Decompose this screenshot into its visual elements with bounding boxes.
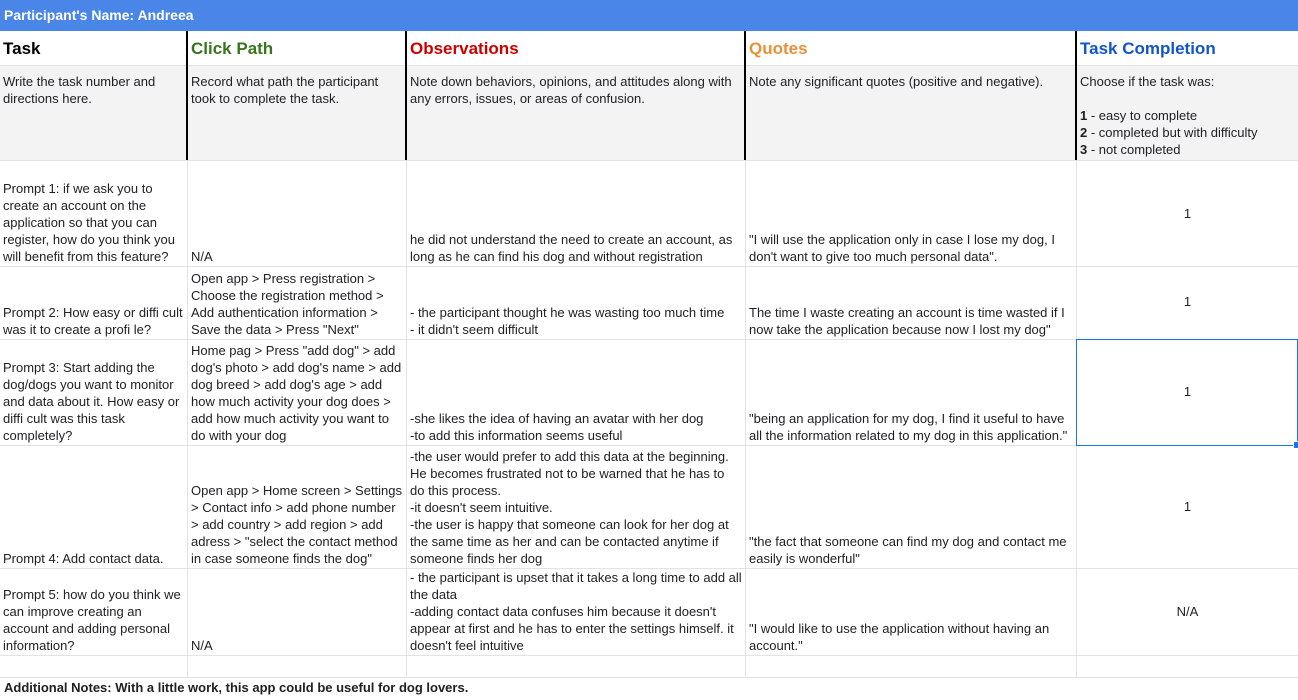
- instruction-observations[interactable]: [407, 66, 744, 160]
- instruction-task[interactable]: [0, 66, 186, 160]
- task-cell[interactable]: [0, 446, 187, 568]
- header-quotes[interactable]: [746, 31, 1075, 65]
- observations-cell[interactable]: [407, 340, 745, 445]
- observations-text: - the participant is upset that it takes a long time to add all the data -adding contact data confuses him because it doesn't appear at first and he has to enter the settings himself. it doesn't feel intuitive: [410, 570, 742, 653]
- completion-cell[interactable]: [1077, 603, 1298, 623]
- quotes-cell[interactable]: [746, 340, 1076, 445]
- participant-name-bar[interactable]: [0, 0, 1298, 31]
- quotes-cell[interactable]: [746, 569, 1076, 655]
- instruction-click-path[interactable]: [188, 66, 405, 160]
- observations-cell[interactable]: [407, 569, 745, 655]
- additional-notes-text: Additional Notes: With a little work, this app could be useful for dog lovers.: [4, 680, 469, 695]
- header-quotes-label: Quotes: [749, 38, 808, 58]
- click-path-text: Open app > Press registration > Choose the registration method > Add authentication information > Save the data > Press "Next": [191, 271, 384, 337]
- quotes-text: "I will use the application only in case I lose my dog, I don't want to give too much personal data".: [749, 232, 1055, 264]
- quotes-text: "the fact that someone can find my dog and contact me easily is wonderful": [749, 534, 1067, 566]
- task-cell[interactable]: [0, 267, 187, 339]
- click-path-cell[interactable]: [188, 340, 406, 445]
- click-path-text: Open app > Home screen > Settings > Contact info > add phone number > add country > add region > add adress > "select the contact method in case someone finds the dog": [191, 483, 403, 566]
- task-text: Prompt 2: How easy or diffi cult was it to create a profi le?: [3, 305, 183, 337]
- quotes-cell[interactable]: [746, 267, 1076, 339]
- observations-text: -she likes the idea of having an avatar with her dog -to add this information seems useful: [410, 411, 704, 443]
- instruction-click-path-text: Record what path the participant took to complete the task.: [191, 74, 379, 106]
- instruction-quotes[interactable]: [746, 66, 1075, 160]
- quotes-cell[interactable]: [746, 161, 1076, 266]
- completion-cell[interactable]: [1077, 293, 1298, 313]
- quotes-cell[interactable]: [746, 446, 1076, 568]
- observations-cell[interactable]: [407, 446, 745, 568]
- task-text: Prompt 4: Add contact data.: [3, 551, 164, 566]
- completion-option: 3 - not completed: [1080, 142, 1181, 157]
- task-text: Prompt 1: if we ask you to create an account on the application so that you can register, how do you think you will benefit from this feature?: [3, 181, 175, 264]
- quotes-text: "being an application for my dog, I find it useful to have all the information related to my dog in this application.": [749, 411, 1068, 443]
- completion-option: 1 - easy to complete: [1080, 108, 1198, 123]
- completion-cell[interactable]: [1077, 205, 1298, 225]
- click-path-cell[interactable]: [188, 569, 406, 655]
- completion-value: 1: [1183, 294, 1192, 309]
- click-path-text: Home pag > Press "add dog" > add dog's photo > add dog's name > add dog breed > add dog's age > add how much activity your dog does > add how much activity you want to do with your dog: [191, 343, 402, 443]
- completion-option: 2 - completed but with difficulty: [1080, 125, 1258, 140]
- click-path-text: N/A: [191, 249, 213, 264]
- completion-value: 1: [1183, 384, 1192, 399]
- completion-value: N/A: [1176, 604, 1199, 619]
- task-cell[interactable]: [0, 340, 187, 445]
- click-path-text: N/A: [191, 638, 213, 653]
- completion-value: 1: [1183, 206, 1192, 221]
- observations-text: he did not understand the need to create an account, as long as he can find his dog and without registration: [410, 232, 733, 264]
- instruction-quotes-text: Note any significant quotes (positive and negative).: [749, 74, 1044, 89]
- task-cell[interactable]: [0, 161, 187, 266]
- click-path-cell[interactable]: [188, 161, 406, 266]
- observations-text: - the participant thought he was wasting too much time - it didn't seem difficult: [410, 305, 725, 337]
- header-task-completion[interactable]: [1077, 31, 1298, 65]
- click-path-cell[interactable]: [188, 446, 406, 568]
- quotes-text: The time I waste creating an account is time wasted if I now take the application because now I lost my dog": [749, 305, 1065, 337]
- additional-notes[interactable]: [0, 678, 1298, 700]
- click-path-cell[interactable]: [188, 267, 406, 339]
- completion-cell[interactable]: [1077, 498, 1298, 518]
- header-click-path-label: Click Path: [191, 38, 274, 58]
- header-task-label: Task: [3, 38, 41, 58]
- task-text: Prompt 5: how do you think we can improve creating an account and adding personal information?: [3, 587, 181, 653]
- instruction-task-completion[interactable]: [1077, 66, 1298, 160]
- participant-name-label: Participant's Name: Andreea: [4, 7, 194, 23]
- observations-cell[interactable]: [407, 267, 745, 339]
- header-observations[interactable]: [407, 31, 744, 65]
- completion-intro: Choose if the task was:: [1080, 74, 1215, 89]
- header-click-path[interactable]: [188, 31, 405, 65]
- observations-cell[interactable]: [407, 161, 745, 266]
- instruction-observations-text: Note down behaviors, opinions, and attitudes along with any errors, issues, or areas of confusion.: [410, 74, 732, 106]
- task-cell[interactable]: [0, 569, 187, 655]
- selected-cell-outline: [1076, 339, 1298, 446]
- task-text: Prompt 3: Start adding the dog/dogs you want to monitor and data about it. How easy or diffi cult was this task completely?: [3, 360, 180, 443]
- instruction-task-text: Write the task number and directions here.: [3, 74, 156, 106]
- spreadsheet-grid[interactable]: [0, 31, 1298, 678]
- header-observations-label: Observations: [410, 38, 519, 58]
- completion-value: 1: [1183, 499, 1192, 514]
- gridline: [0, 655, 1298, 656]
- header-task[interactable]: [0, 31, 186, 65]
- fill-handle[interactable]: [1293, 441, 1298, 449]
- header-task-completion-label: Task Completion: [1080, 38, 1216, 58]
- quotes-text: "I would like to use the application without having an account.": [749, 621, 1050, 653]
- observations-text: -the user would prefer to add this data at the beginning. He becomes frustrated not to be warned that he has to do this process. -it doesn't seem intuitive. -the user is happy that someone can look for her dog at the same time as her and can be contacted anytime if someone finds her dog: [410, 449, 729, 566]
